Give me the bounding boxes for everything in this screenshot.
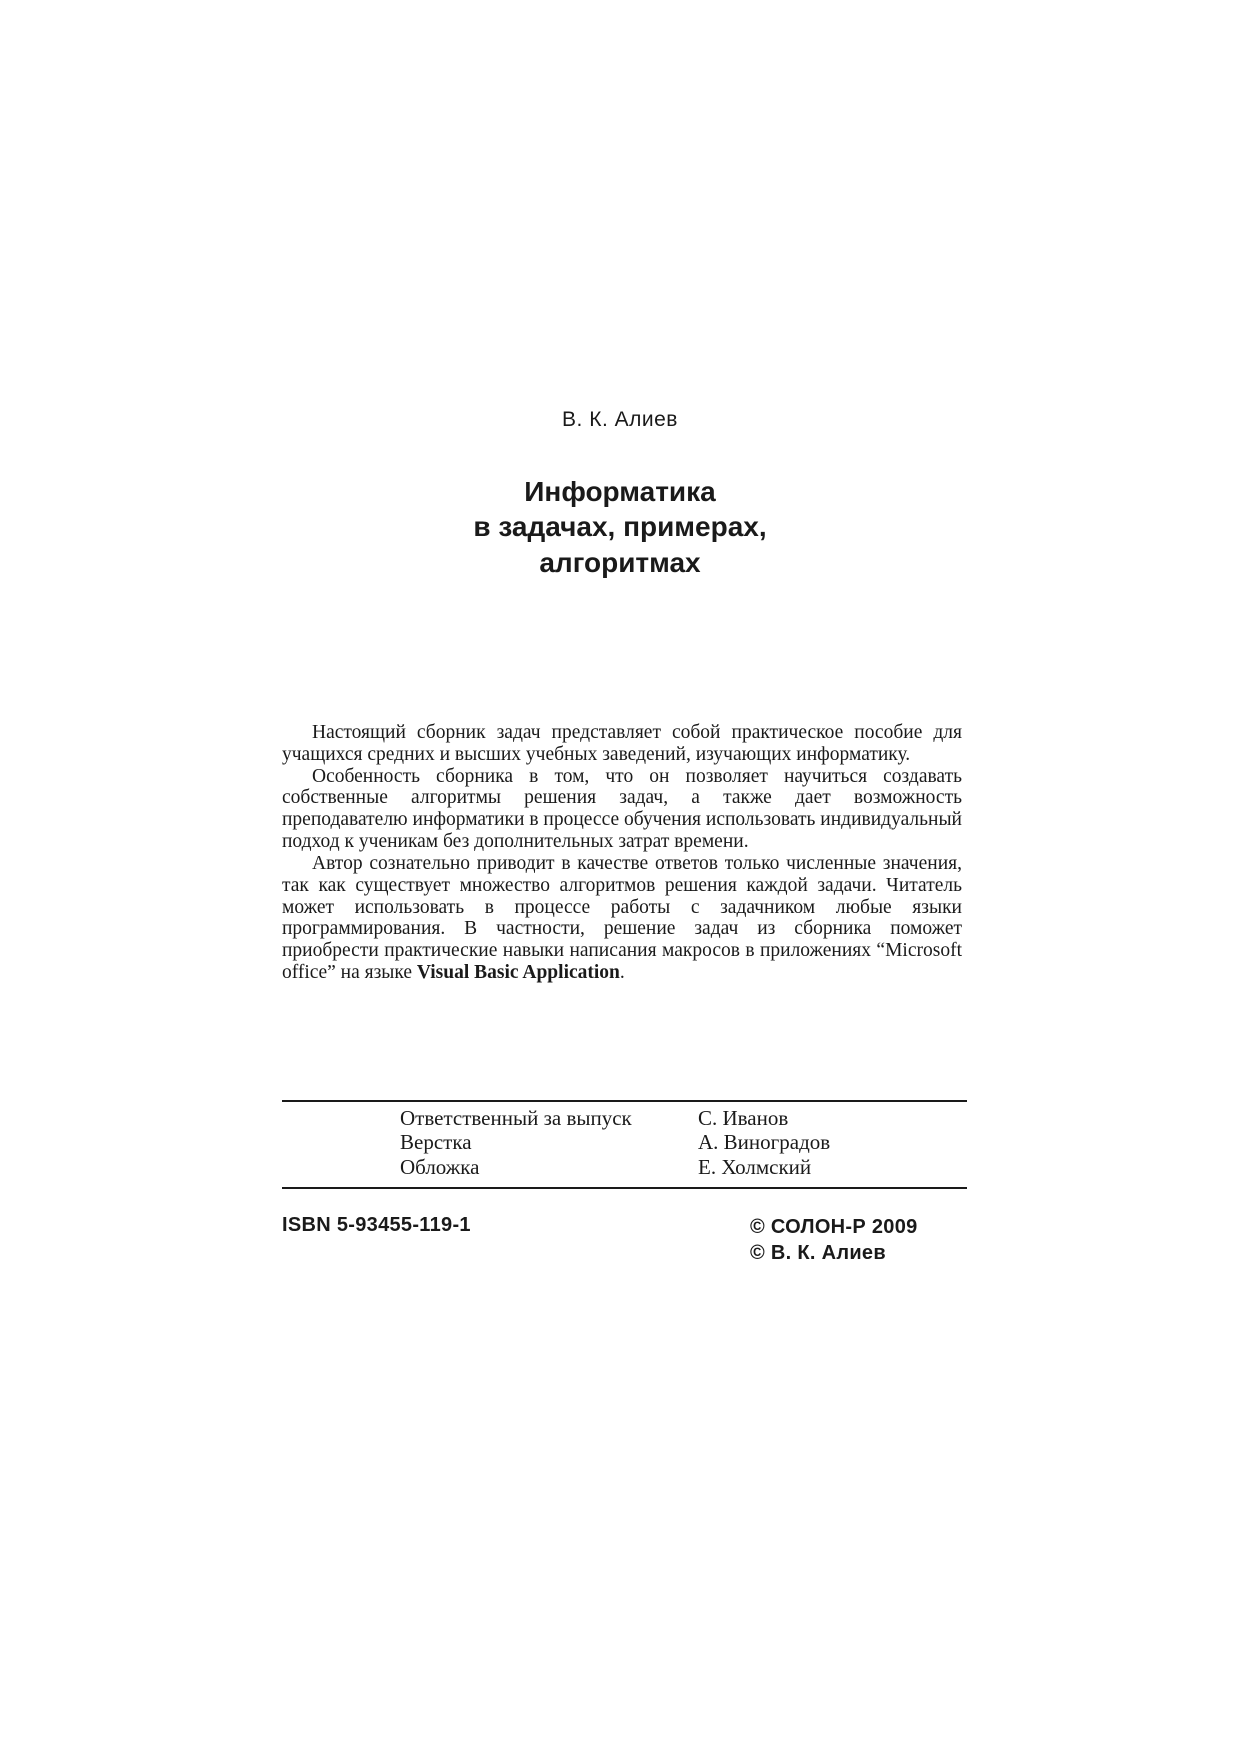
abstract-paragraph-1: Настоящий сборник задач представляет собой практическое пособие для учащихся средних и высших учебных заведений, изучающих информатику. — [282, 722, 962, 765]
credit-role: Ответственный за выпуск — [400, 1106, 632, 1130]
abstract-paragraph-3 — [282, 853, 962, 984]
isbn: ISBN 5-93455-119-1 — [282, 1214, 471, 1236]
credit-role: Верстка — [400, 1130, 472, 1155]
copyright-author: © В. К. Алиев — [750, 1242, 886, 1264]
credit-row — [400, 1106, 960, 1130]
credits-top-rule — [282, 1100, 967, 1102]
credits-block — [400, 1106, 960, 1179]
credits-bottom-rule — [282, 1187, 967, 1189]
credit-role: Обложка — [400, 1154, 480, 1179]
title-line-2: в задачах, примерах, — [473, 511, 767, 543]
credit-person: Е. Холмский — [698, 1154, 812, 1179]
abstract — [282, 722, 962, 984]
title-line-1: Информатика — [524, 476, 716, 507]
credit-person: А. Виноградов — [698, 1130, 831, 1155]
copyright-publisher: © СОЛОН-Р 2009 — [750, 1216, 918, 1238]
credit-row — [400, 1130, 960, 1154]
vba-term: Visual Basic Application — [416, 962, 620, 984]
abstract-paragraph-3-text: Автор сознательно приводит в качестве ответов только численные значения, так как существует множество алгоритмов решения каждой задачи. Читатель может использовать в процессе работы с задачником любые языки программирования. В частности, решение задач из сборника поможет приобрести практические навыки написания макросов в приложениях “Microsoft office” на языке — [282, 852, 962, 984]
author-name: В. К. Алиев — [562, 408, 678, 431]
credit-person: С. Иванов — [698, 1106, 789, 1130]
abstract-paragraph-3-end: . — [619, 962, 625, 984]
copyright-block — [750, 1214, 918, 1266]
credit-row — [400, 1155, 960, 1179]
abstract-paragraph-2: Особенность сборника в том, что он позволяет научиться создавать собственные алгоритмы решения задач, а также дает возможность преподавателю информатики в процессе обучения использовать индивидуальный подход к ученикам без дополнительных затрат времени. — [282, 765, 962, 853]
title-line-3: алгоритмах — [539, 546, 701, 578]
book-title — [0, 474, 1240, 580]
